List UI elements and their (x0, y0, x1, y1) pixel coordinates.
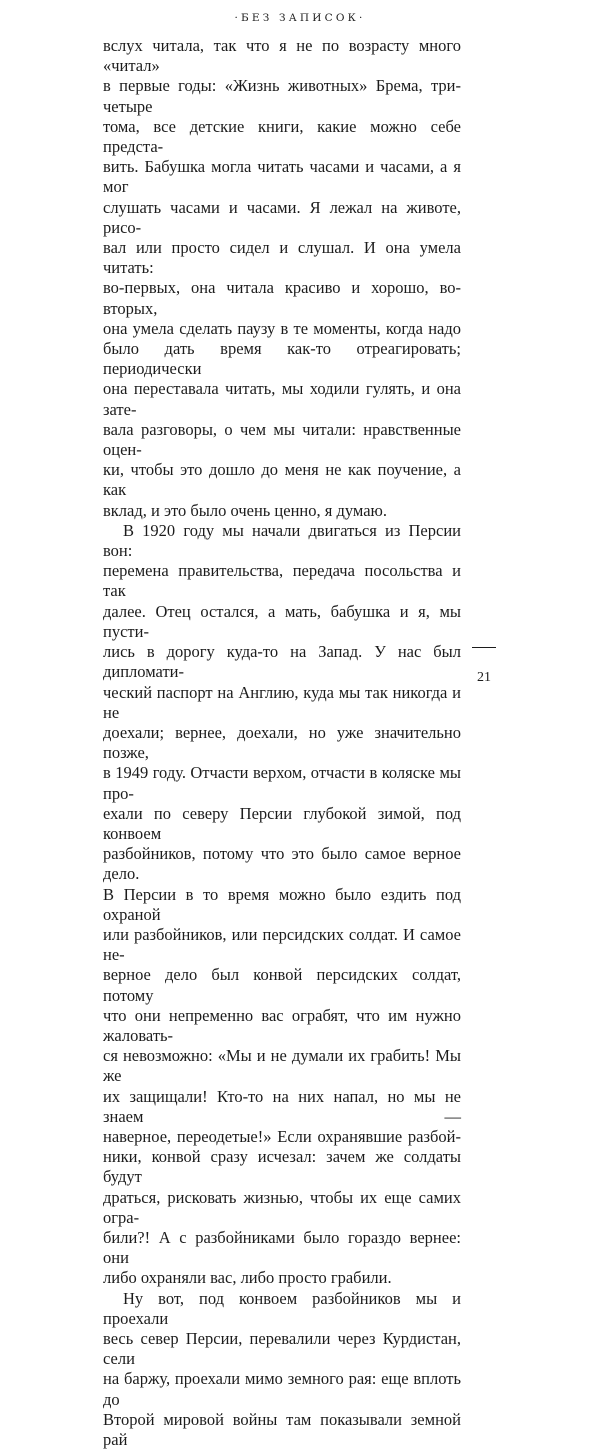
text-line: драться, рисковать жизнью, чтобы их еще самих огра- (103, 1187, 461, 1227)
text-line: их защищали! Кто-то на них напал, но мы не знаем — (103, 1086, 461, 1126)
text-line: верное дело был конвой персидских солдат, потому (103, 965, 461, 1005)
text-line: ники, конвой сразу исчезал: зачем же солдаты будут (103, 1147, 461, 1187)
text-line: В 1920 году мы начали двигаться из Персии вон: (103, 520, 461, 561)
text-line: вклад, и это было очень ценно, я думаю. (103, 500, 387, 520)
running-head: ·БЕЗ ЗАПИСОК· (234, 12, 366, 24)
text-line: ся невозможно: «Мы и не думали их грабить! Мы же (103, 1046, 461, 1086)
text-line: было дать время как-то отреагировать; периодически (103, 339, 461, 379)
text-line: в первые годы: «Жизнь животных» Брема, три-четыре (103, 76, 461, 116)
text-line: ческий паспорт на Англию, куда мы так никогда и не (103, 682, 461, 722)
body-text (103, 36, 461, 1450)
text-line: на баржу, проехали мимо земного рая: еще вплоть до (103, 1369, 461, 1409)
text-line: слушать часами и часами. Я лежал на животе, рисо- (103, 197, 461, 237)
text-line: она переставала читать, мы ходили гулять, и она зате- (103, 379, 461, 419)
page-number: 21 (477, 670, 491, 685)
text-line: вить. Бабушка могла читать часами и часами, а я мог (103, 157, 461, 197)
text-line: тома, все детские книги, какие можно себе предста- (103, 116, 461, 157)
text-line: Второй мировой войны там показывали земной рай (103, 1409, 461, 1450)
text-line: вслух читала, так что я не по возрасту много «читал» (103, 36, 461, 76)
text-line: вала разговоры, о чем мы читали: нравственные оцен- (103, 419, 461, 460)
text-line: били?! А с разбойниками было гораздо вернее: они (103, 1227, 461, 1268)
text-line: перемена правительства, передача посольства и так (103, 561, 461, 601)
text-line: в 1949 году. Отчасти верхом, отчасти в коляске мы про- (103, 763, 461, 803)
text-line: она умела сделать паузу в те моменты, когда надо (103, 318, 461, 338)
text-line: Ну вот, под конвоем разбойников мы и проехали (103, 1288, 461, 1328)
text-line: разбойников, потому что это было самое верное дело. (103, 844, 461, 884)
text-line: доехали; вернее, доехали, но уже значительно позже, (103, 722, 461, 763)
text-line: наверное, переодетые!» Если охранявшие разбой- (103, 1126, 461, 1146)
text-line: весь север Персии, перевалили через Курдистан, сели (103, 1329, 461, 1369)
text-line: ехали по северу Персии глубокой зимой, под конвоем (103, 803, 461, 843)
text-line: во-первых, она читала красиво и хорошо, во-вторых, (103, 278, 461, 318)
text-line: или разбойников, или персидских солдат. И самое не- (103, 924, 461, 965)
text-line: ки, чтобы это дошло до меня не как поучение, а как (103, 460, 461, 500)
text-line: что они непременно вас ограбят, что им нужно жаловать- (103, 1005, 461, 1045)
text-line: либо охраняли вас, либо просто грабили. (103, 1268, 392, 1288)
text-line: вал или просто сидел и слушал. И она умела читать: (103, 238, 461, 278)
folio-rule (472, 647, 496, 648)
text-line: далее. Отец остался, а мать, бабушка и я, мы пусти- (103, 601, 461, 641)
text-line: лись в дорогу куда-то на Запад. У нас был дипломати- (103, 642, 461, 682)
text-line: В Персии в то время можно было ездить под охраной (103, 884, 461, 924)
